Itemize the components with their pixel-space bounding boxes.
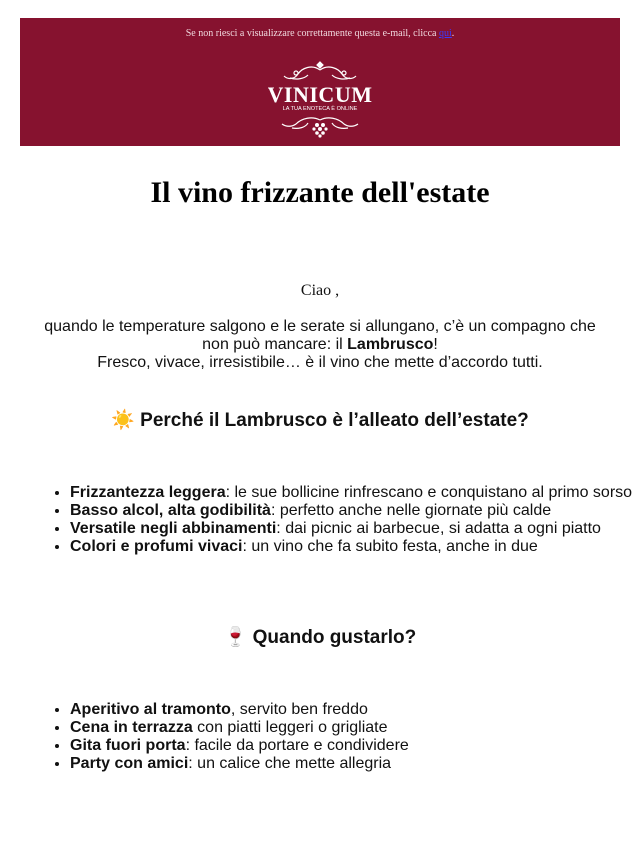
logo-top-ornament-icon (284, 62, 356, 79)
list-item-bold: Colori e profumi vivaci (70, 538, 243, 555)
list-item-text: : perfetto anche nelle giornate più calde (270, 502, 552, 519)
section-heading-when: 🍷 Quando gustarlo? (223, 627, 417, 648)
when-list (30, 701, 640, 773)
preheader-text: Se non riesci a visualizzare correttamente questa e-mail, clicca (185, 28, 439, 39)
intro-highlight: Lambrusco (347, 336, 434, 353)
preheader-end: . (451, 28, 455, 39)
list-item-bold: Aperitivo al tramonto (70, 701, 231, 718)
intro-paragraph (40, 318, 600, 372)
list-item-text: : facile da portare e condividere (185, 737, 409, 754)
grape-icon (312, 123, 327, 138)
list-item (70, 701, 640, 719)
list-item (70, 520, 640, 538)
list-item-bold: Basso alcol, alta godibilità (70, 502, 271, 519)
list-item-bold: Party con amici (70, 755, 189, 772)
greeting: Ciao , (300, 282, 340, 299)
list-item-text: con piatti leggeri o grigliate (192, 719, 388, 736)
list-item-text: : dai picnic ai barbecue, si adatta a ogni piatto (276, 520, 601, 537)
email-header (20, 18, 620, 146)
logo-bottom-ornament-icon (282, 118, 358, 128)
list-item (70, 755, 640, 773)
intro-text: quando le temperature salgono e le serate si allungano, c’è un compagno che non può mancare: il (44, 318, 596, 353)
view-online-link[interactable]: qui (438, 28, 452, 39)
list-item (70, 737, 640, 755)
list-item-bold: Cena in terrazza (70, 719, 193, 736)
list-item (70, 502, 640, 520)
list-item (70, 719, 640, 737)
list-item-text: : un calice che mette allegria (188, 755, 392, 772)
intro-line-2: Fresco, vivace, irresistibile… è il vino che mette d’accordo tutti. (97, 354, 543, 371)
preheader (20, 28, 620, 39)
section-heading-why: ☀️ Perché il Lambrusco è l’alleato dell’estate? (111, 410, 529, 431)
intro-text-end: ! (433, 336, 438, 353)
list-item-text: : le sue bollicine rinfrescano e conquistano al primo sorso (225, 484, 633, 501)
list-item-bold: Gita fuori porta (70, 737, 186, 754)
list-item-bold: Frizzantezza leggera (70, 484, 226, 501)
logo-wordmark: VINICUM (268, 82, 372, 107)
list-item (70, 484, 640, 502)
vinicum-logo[interactable] (268, 58, 372, 138)
page-title: Il vino frizzante dell'estate (150, 176, 490, 209)
list-item (70, 538, 640, 556)
why-list (30, 484, 640, 556)
logo-tagline: LA TUA ENOTECA È ONLINE (282, 106, 358, 112)
list-item-text: , servito ben freddo (230, 701, 368, 718)
list-item-bold: Versatile negli abbinamenti (70, 520, 277, 537)
list-item-text: : un vino che fa subito festa, anche in due (242, 538, 538, 555)
